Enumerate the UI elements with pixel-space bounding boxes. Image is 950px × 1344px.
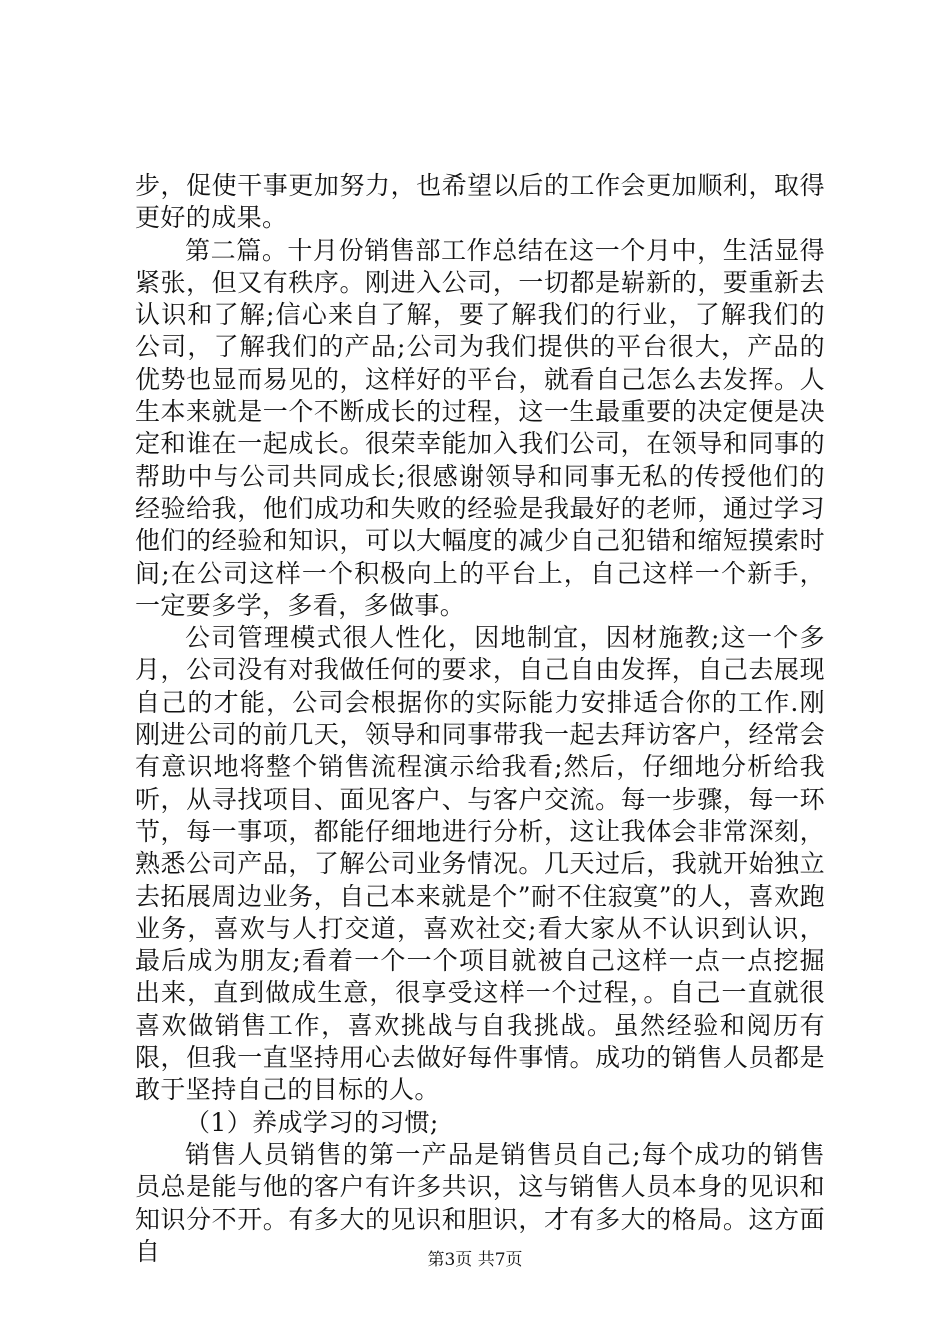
paragraph-salesperson: 销售人员销售的第一产品是销售员自己;每个成功的销售员总是能与他的客户有许多共识，这与销售人员本身的见识和知识分不开。有多大的见识和胆识，才有多大的格局。这方面自 — [135, 1139, 825, 1266]
page-footer: 第3页 共7页 — [427, 1250, 523, 1270]
document-body — [135, 170, 825, 1268]
paragraph-management-model: 公司管理模式很人性化，因地制宜，因材施教;这一个多月，公司没有对我做任何的要求，自己自由发挥，自己去展现自己的才能，公司会根据你的实际能力安排适合你的工作.刚刚进公司的前几天，领导和同事带我一起去拜访客户，经常会有意识地将整个销售流程演示给我看;然后，仔细地分析给我听，从寻找项目、面见客户、与客户交流。每一步骤，每一环节，每一事项，都能仔细地进行分析，这让我体会非常深刻，熟悉公司产品，了解公司业务情况。几天过后，我就开始独立去拓展周边业务，自己本来就是个”耐不住寂寞”的人，喜欢跑业务，喜欢与人打交道，喜欢社交;看大家从不认识到认识，最后成为朋友;看着一个一个项目就被自己这样一点一点挖掘出来，直到做成生意，很享受这样一个过程，。自己一直就很喜欢做销售工作，喜欢挑战与自我挑战。虽然经验和阅历有限，但我一直坚持用心去做好每件事情。成功的销售人员都是敢于坚持自己的目标的人。 — [135, 623, 825, 1105]
paragraph-second-article: 第二篇。十月份销售部工作总结在这一个月中，生活显得紧张，但又有秩序。刚进入公司，一切都是崭新的，要重新去认识和了解;信心来自了解，要了解我们的行业，了解我们的公司，了解我们的产品;公司为我们提供的平台很大，产品的优势也显而易见的，这样好的平台，就看自己怎么去发挥。人生本来就是一个不断成长的过程，这一生最重要的决定便是决定和谁在一起成长。很荣幸能加入我们公司，在领导和同事的帮助中与公司共同成长;很感谢领导和同事无私的传授他们的经验给我，他们成功和失败的经验是我最好的老师，通过学习他们的经验和知识，可以大幅度的减少自己犯错和缩短摸索时间;在公司这样一个积极向上的平台上，自己这样一个新手，一定要多学，多看，多做事。 — [135, 235, 825, 620]
section-heading-learning-habit: （1）养成学习的习惯; — [185, 1107, 439, 1137]
paragraph-continuation: 步，促使干事更加努力，也希望以后的工作会更加顺利，取得更好的成果。 — [135, 171, 825, 233]
